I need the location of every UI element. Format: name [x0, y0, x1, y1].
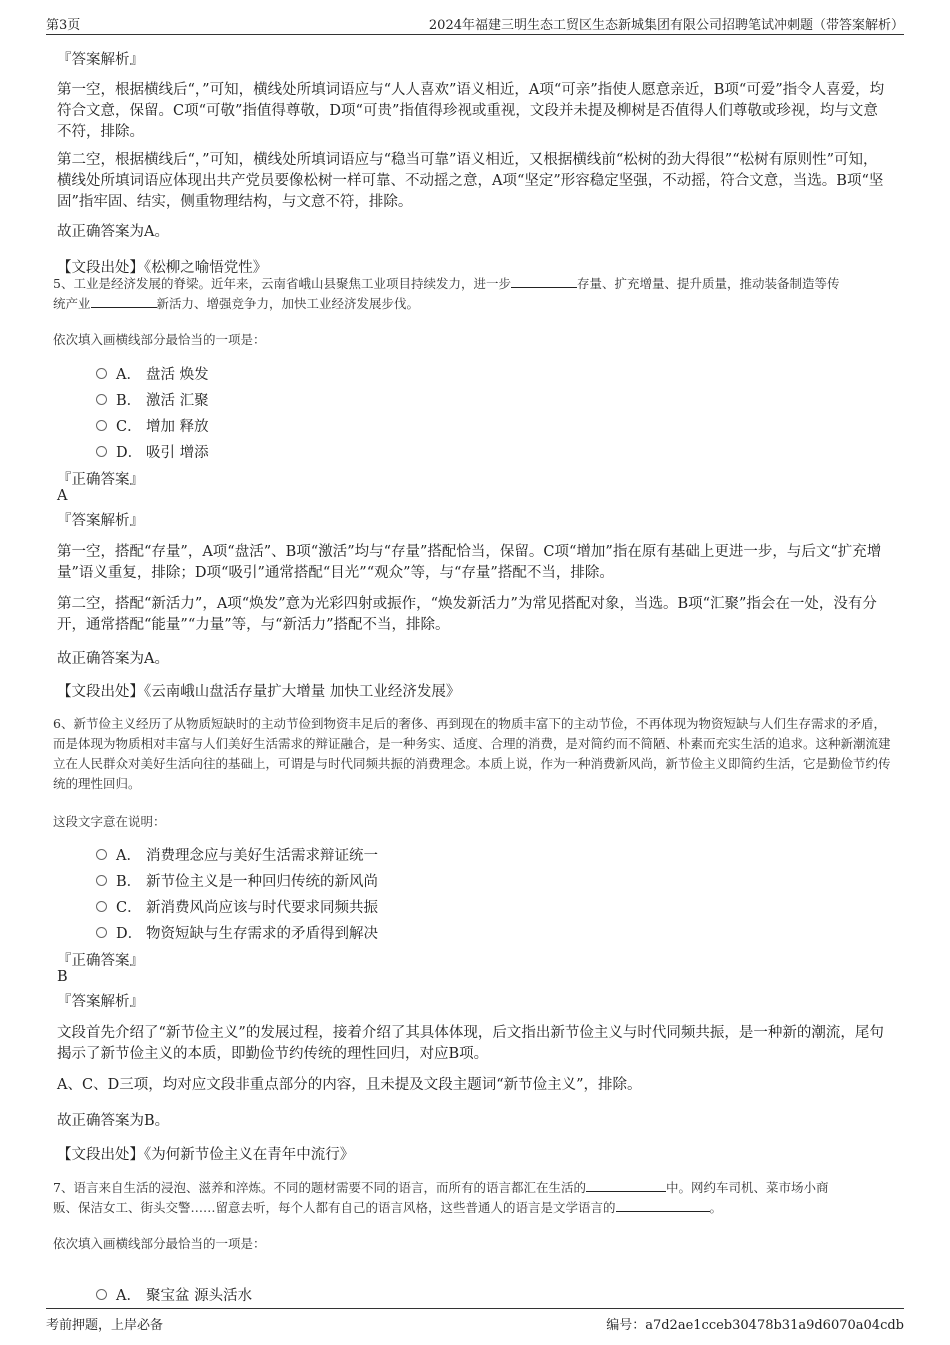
radio-icon[interactable] [96, 368, 107, 379]
document-id: 编号：a7d2ae1cceb30478b31a9d6070a04cdb [606, 1318, 904, 1333]
q5-correct-label: 『正确答案』 [57, 472, 144, 488]
page-footer [46, 1308, 904, 1335]
q7-stem [53, 1178, 893, 1218]
q5-option-d[interactable]: D． 吸引 增添 [96, 441, 209, 461]
q7-blank-2 [616, 1199, 710, 1212]
q6-source: 【文段出处】《为何新节俭主义在青年中流行》 [57, 1147, 355, 1163]
q6-option-a[interactable]: A． 消费理念应与美好生活需求辩证统一 [96, 844, 378, 864]
q7-blank-1 [586, 1179, 666, 1192]
radio-icon[interactable] [96, 420, 107, 431]
q6-option-d[interactable]: D． 物资短缺与生存需求的矛盾得到解决 [96, 922, 378, 942]
q5-correct-answer: A [57, 488, 68, 504]
q4-source: 【文段出处】《松柳之喻悟党性》 [57, 260, 268, 276]
document-title: 2024年福建三明生态工贸区生态新城集团有限公司招聘笔试冲刺题（带答案解析） [428, 18, 904, 33]
q5-option-b[interactable]: B． 激活 汇聚 [96, 389, 209, 409]
q5-blank-2 [91, 295, 157, 308]
q5-stem-part-d: 新活力、增强竞争力，加快工业经济发展步伐。 [156, 296, 420, 311]
radio-icon[interactable] [96, 446, 107, 457]
q5-analysis-p1: 第一空，搭配“存量”，A项“盘活”、B项“激活”均与“存量”搭配恰当，保留。C项“增加”指在原有基础上更进一步，与后文“扩充增量”语义重复，排除；D项“吸引”通常搭配“目光”“观众”等，与“存量”搭配不当，排除。 [57, 544, 882, 581]
q6-stem: 6、新节俭主义经历了从物质短缺时的主动节俭到物资丰足后的奢侈、再到现在的物质丰富下的主动节俭，不再体现为物资短缺与人们生存需求的矛盾，而是体现为物质相对丰富与人们美好生活需求的辩证融合，是一种务实、适度、合理的消费，是对简约而不简陋、朴素而充实生活的追求。这种新潮流建立在人民群众对美好生活向往的基础上，可谓是与时代同频共振的消费理念。本质上说，作为一种消费新风尚，新节俭主义即简约生活，它是勤俭节约传统的理性回归。 [53, 716, 891, 791]
q5-ask: 依次填入画横线部分最恰当的一项是： [53, 332, 266, 347]
q6-correct-answer: B [57, 969, 68, 985]
q6-conclusion: 故正确答案为B。 [57, 1113, 170, 1129]
q7-stem-part-c: 贩、保洁女工、街头交警……留意去听，每个人都有自己的语言风格，这些普通人的语言是文学语言的 [53, 1200, 616, 1215]
q5-option-a[interactable]: A． 盘活 焕发 [96, 363, 209, 383]
q6-ask: 这段文字意在说明： [53, 814, 166, 829]
q6-correct-label: 『正确答案』 [57, 953, 144, 969]
q6-analysis-p1: 文段首先介绍了“新节俭主义”的发展过程，接着介绍了其具体体现，后文指出新节俭主义与时代同频共振，是一种新的潮流，尾句揭示了新节俭主义的本质，即勤俭节约传统的理性回归，对应B项。 [57, 1025, 884, 1062]
q5-conclusion: 故正确答案为A。 [57, 651, 169, 667]
q5-analysis-label: 『答案解析』 [57, 513, 144, 529]
radio-icon[interactable] [96, 394, 107, 405]
q6-option-c[interactable]: C． 新消费风尚应该与时代要求同频共振 [96, 896, 378, 916]
q7-ask: 依次填入画横线部分最恰当的一项是： [53, 1236, 266, 1251]
q7-stem-part-d: 。 [709, 1200, 723, 1215]
q5-option-c[interactable]: C． 增加 释放 [96, 415, 209, 435]
q6-option-b[interactable]: B． 新节俭主义是一种回归传统的新风尚 [96, 870, 378, 890]
q6-analysis-label: 『答案解析』 [57, 994, 144, 1010]
q4-conclusion: 故正确答案为A。 [57, 224, 169, 240]
q4-analysis-label: 『答案解析』 [57, 52, 144, 68]
q5-analysis-p2: 第二空，搭配“新活力”，A项“焕发”意为光彩四射或振作，“焕发新活力”为常见搭配对象，当选。B项“汇聚”指会在一处，没有分开，通常搭配“能量”“力量”等，与“新活力”搭配不当，排除。 [57, 596, 877, 633]
footer-slogan: 考前押题，上岸必备 [46, 1318, 164, 1333]
q5-stem-part-c: 统产业 [53, 296, 91, 311]
radio-icon[interactable] [96, 901, 107, 912]
q7-stem-part-a: 7、语言来自生活的浸泡、滋养和淬炼。不同的题材需要不同的语言，而所有的语言都汇在生活的 [53, 1180, 586, 1195]
q5-stem [53, 274, 893, 314]
q5-blank-1 [511, 275, 577, 288]
q5-source: 【文段出处】《云南峨山盘活存量扩大增量 加快工业经济发展》 [57, 684, 461, 700]
q6-analysis-p2: A、C、D三项，均对应文段非重点部分的内容，且未提及文段主题词“新节俭主义”，排除。 [57, 1077, 642, 1093]
q5-stem-part-b: 存量、扩充增量、提升质量，推动装备制造等传 [576, 276, 840, 291]
q5-stem-part-a: 5、工业是经济发展的脊梁。近年来，云南省峨山县聚焦工业项目持续发力，进一步 [53, 276, 511, 291]
radio-icon[interactable] [96, 875, 107, 886]
radio-icon[interactable] [96, 927, 107, 938]
q7-option-a[interactable]: A． 聚宝盆 源头活水 [96, 1284, 252, 1304]
q7-stem-part-b: 中。网约车司机、菜市场小商 [665, 1180, 829, 1195]
radio-icon[interactable] [96, 849, 107, 860]
page-header [46, 12, 904, 35]
q4-analysis-p1: 第一空，根据横线后“，”可知，横线处所填词语应与“人人喜欢”语义相近，A项“可亲”指使人愿意亲近，B项“可爱”指令人喜爱，均符合文意，保留。C项“可敬”指值得尊敬，D项“可贵”指值得珍视或重视，文段并未提及柳树是否值得人们尊敬或珍视，均与文意不符，排除。 [57, 82, 885, 140]
q4-analysis-p2: 第二空，根据横线后“，”可知，横线处所填词语应与“稳当可靠”语义相近，又根据横线前“松树的劲大得很”“松树有原则性”可知，横线处所填词语应体现出共产党员要像松树一样可靠、不动摇之意，A项“坚定”形容稳定坚强，不动摇，符合文意，当选。B项“坚固”指牢固、结实，侧重物理结构，与文意不符，排除。 [57, 152, 884, 210]
radio-icon[interactable] [96, 1289, 107, 1300]
page-number: 第3页 [46, 18, 81, 33]
